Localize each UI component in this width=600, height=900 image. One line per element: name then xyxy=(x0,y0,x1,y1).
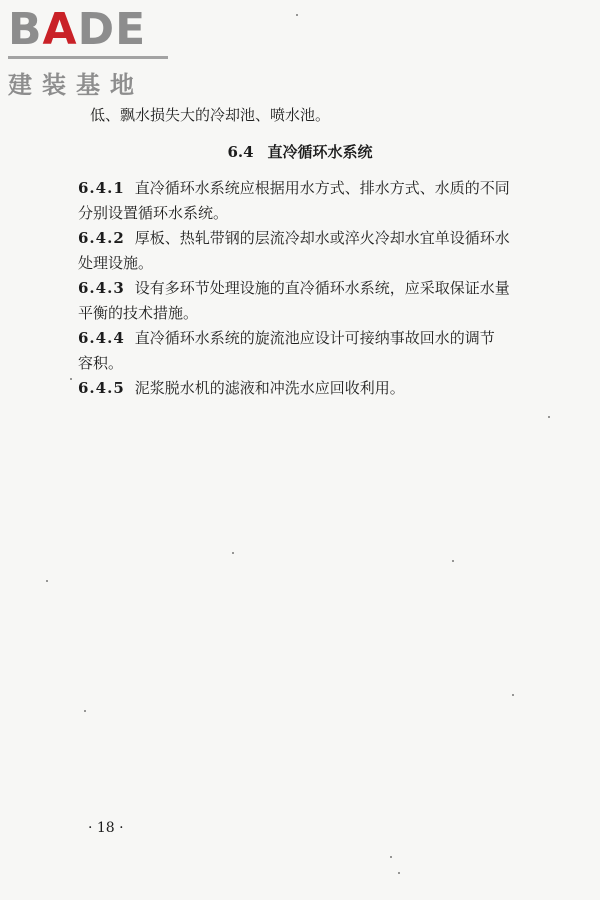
clause-text: 厚板、热轧带钢的层流冷却水或淬火冷却水宜单设循环水 xyxy=(134,229,510,247)
scan-speck xyxy=(232,552,234,554)
scan-speck xyxy=(46,580,48,582)
page-number: · 18 · xyxy=(88,820,124,836)
clause-text: 设有多环节处理设施的直冷循环水系统，应采取保证水量 xyxy=(134,279,510,297)
scan-speck xyxy=(390,856,392,858)
clause-6-4-1-line2: 分别设置循环水系统。 xyxy=(78,204,229,222)
logo-subtitle: 建装基地 xyxy=(8,71,144,99)
clause-6-4-2-line1 xyxy=(78,228,510,248)
clause-6-4-1-line1 xyxy=(78,178,510,198)
logo-letter-b: B xyxy=(8,4,43,55)
clause-number: 6.4.1 xyxy=(78,179,125,197)
clause-number: 6.4.4 xyxy=(78,329,125,347)
scan-speck xyxy=(296,14,298,16)
clause-6-4-3-line1 xyxy=(78,278,510,298)
section-title: 直冷循环水系统 xyxy=(267,143,373,161)
scan-speck xyxy=(548,416,550,418)
logo-letters-de: DE xyxy=(77,4,147,55)
scan-speck xyxy=(398,872,400,874)
section-number: 6.4 xyxy=(227,143,254,161)
clause-text: 泥浆脱水机的滤液和冲洗水应回收利用。 xyxy=(134,379,405,397)
logo-letter-a: A xyxy=(42,4,78,55)
clause-number: 6.4.2 xyxy=(78,229,125,247)
clause-number: 6.4.3 xyxy=(78,279,125,297)
section-heading xyxy=(0,142,600,162)
logo-underline xyxy=(8,56,168,59)
scan-speck xyxy=(512,694,514,696)
clause-6-4-2-line2: 处理设施。 xyxy=(78,254,154,272)
clause-6-4-4-line1 xyxy=(78,328,495,348)
clause-text: 直冷循环水系统应根据用水方式、排水方式、水质的不同 xyxy=(134,179,510,197)
clause-6-4-5-line1 xyxy=(78,378,405,398)
clause-number: 6.4.5 xyxy=(78,379,125,397)
bade-logo xyxy=(8,6,178,100)
scan-speck xyxy=(452,560,454,562)
clause-6-4-4-line2: 容积。 xyxy=(78,354,124,372)
scan-speck xyxy=(84,710,86,712)
scan-speck xyxy=(70,378,72,380)
logo-wordmark xyxy=(8,6,178,54)
clause-6-4-3-line2: 平衡的技术措施。 xyxy=(78,304,199,322)
intro-line: 低、飘水损失大的冷却池、喷水池。 xyxy=(90,106,331,124)
clause-text: 直冷循环水系统的旋流池应设计可接纳事故回水的调节 xyxy=(134,329,495,347)
